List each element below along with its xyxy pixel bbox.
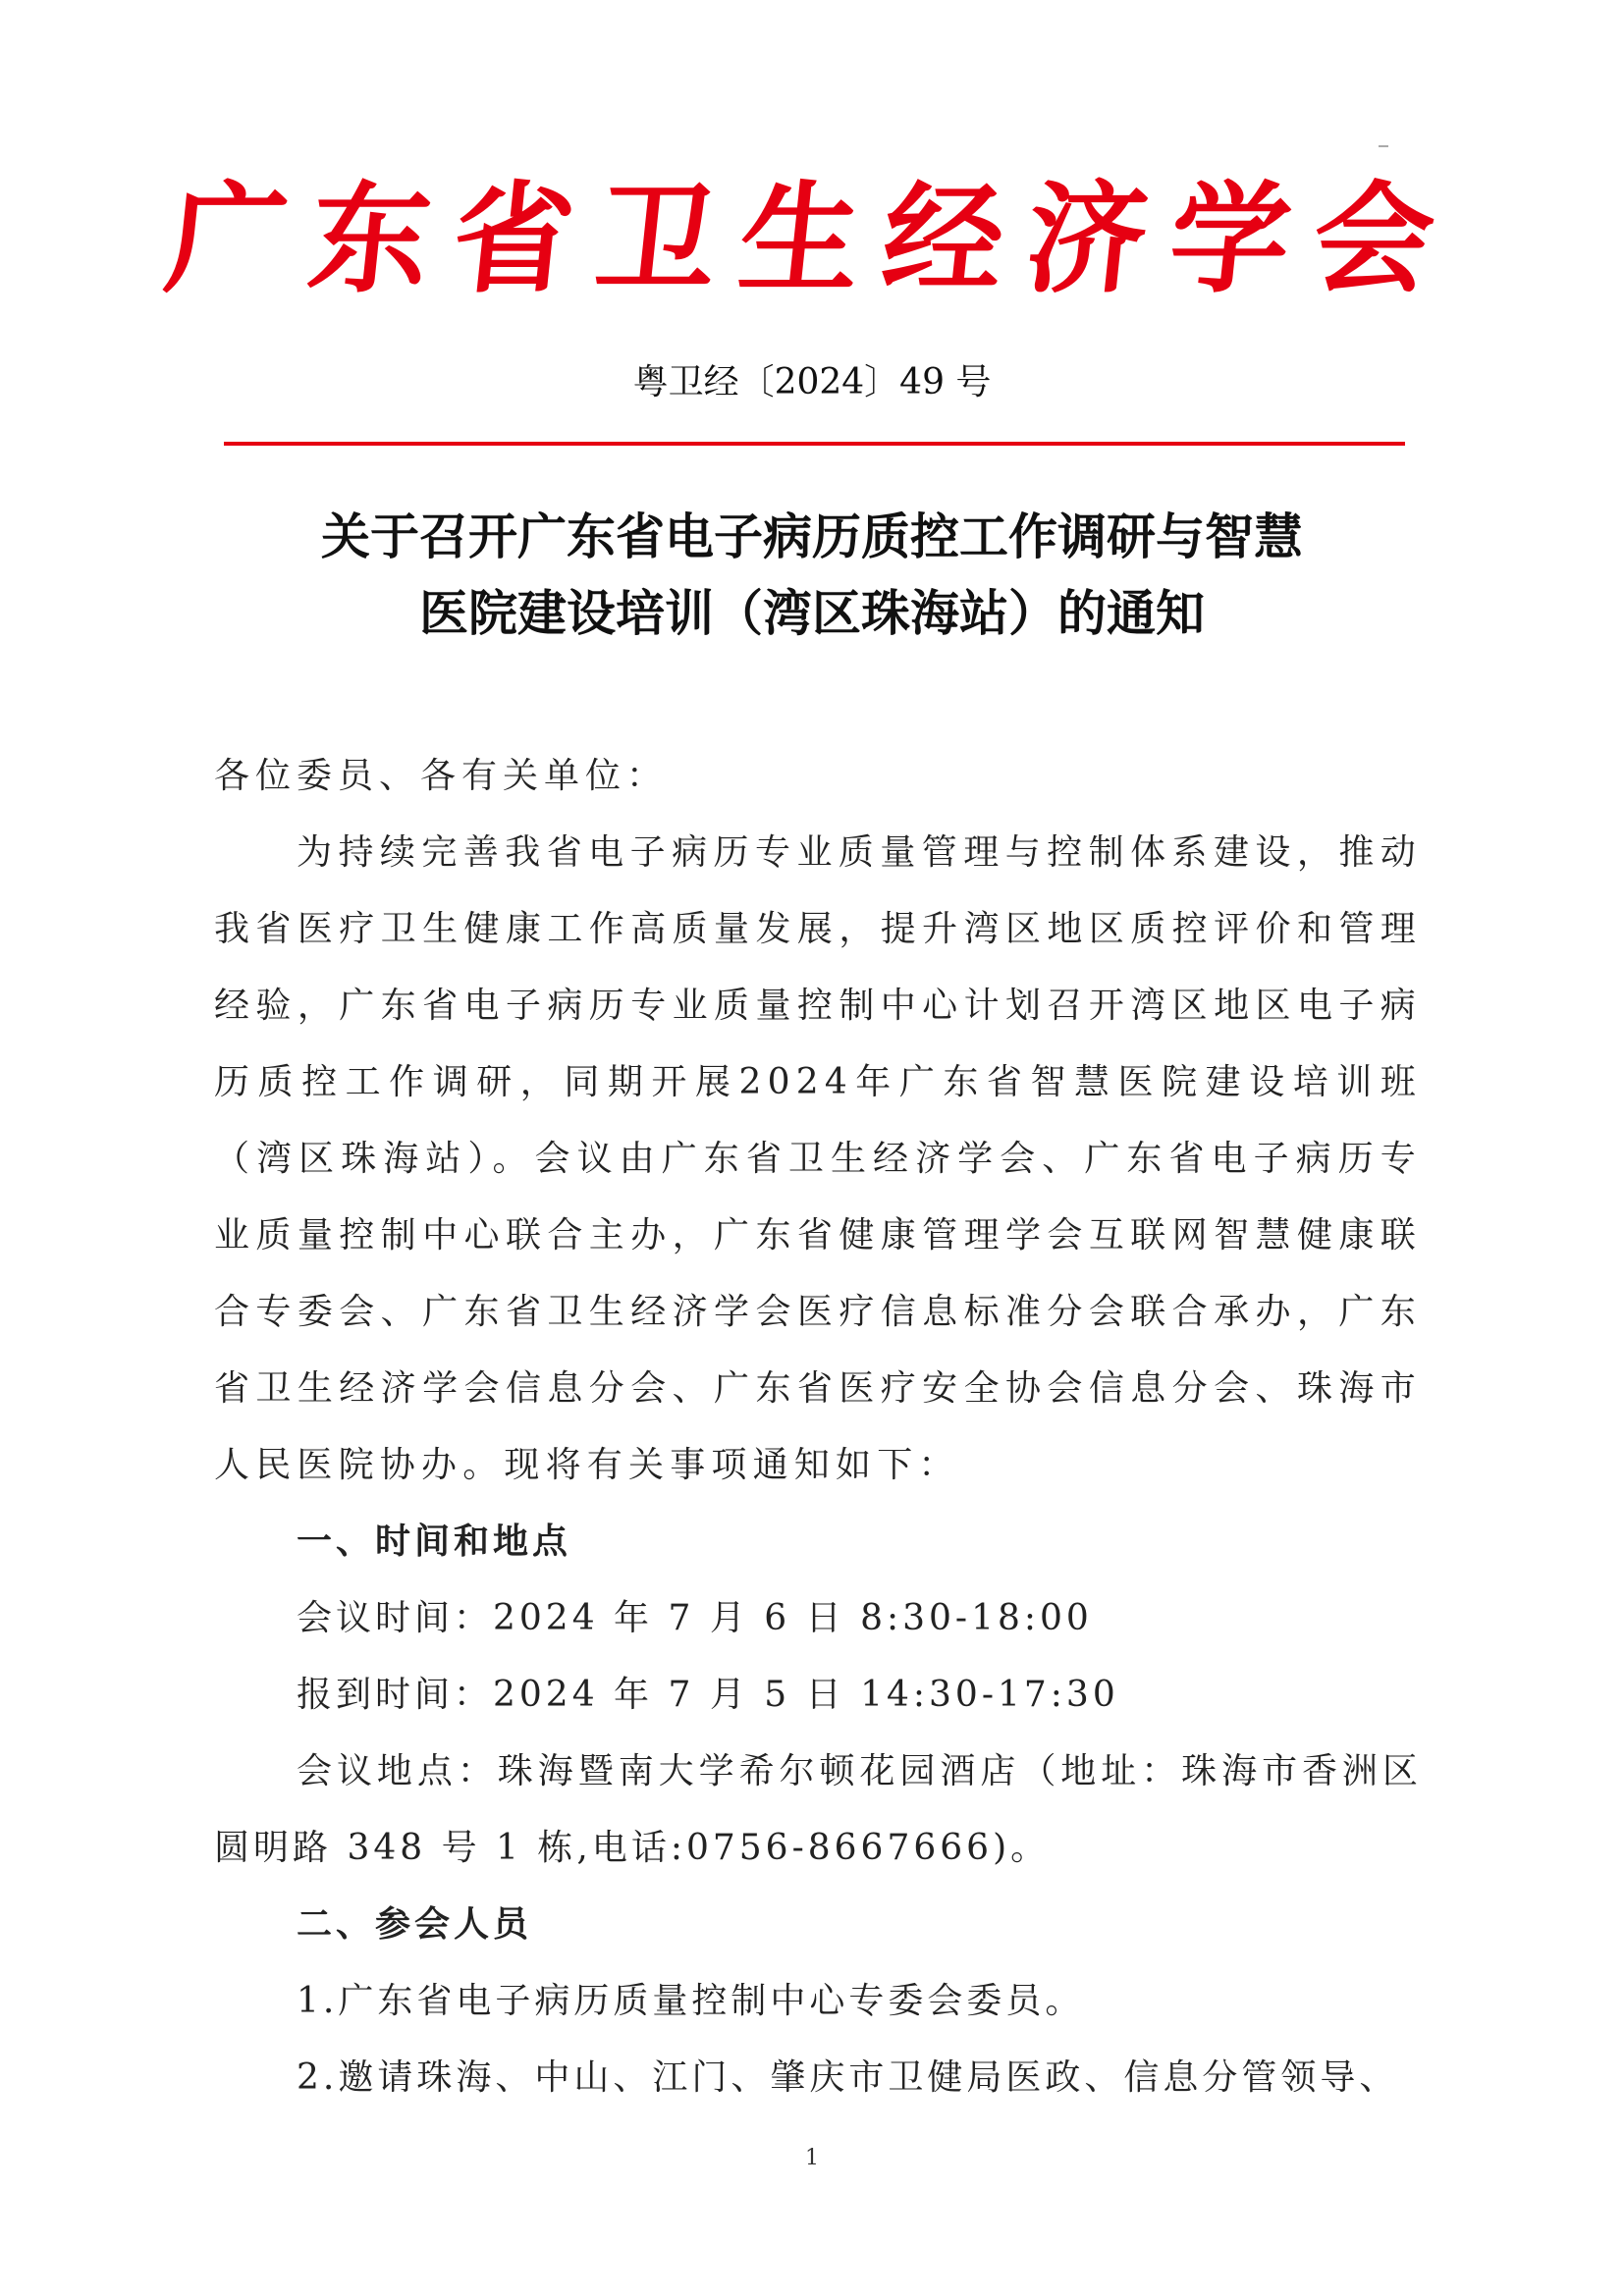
meeting-time: 会议时间：2024 年 7 月 6 日 8:30-18:00 [297, 1598, 1093, 1638]
page-number: 1 [805, 2146, 819, 2170]
title-line-1: 关于召开广东省电子病历质控工作调研与智慧 [321, 508, 1303, 565]
salutation: 各位委员、各有关单位： [214, 756, 669, 796]
corner-mark [1379, 145, 1388, 147]
section-heading-time-place: 一、时间和地点 [297, 1522, 572, 1562]
section-heading-attendees: 二、参会人员 [297, 1904, 533, 1945]
title-line-2: 医院建设培训（湾区珠海站）的通知 [419, 585, 1205, 642]
attendee-item-2: 2.邀请珠海、中山、江门、肇庆市卫健局医政、信息分管领导、 [297, 2057, 1399, 2098]
document-number: 粤卫经〔2024〕49 号 [632, 362, 992, 402]
organization-masthead: 广东省卫生经济学会 [159, 168, 1465, 309]
notice-body [214, 738, 1422, 2116]
meeting-venue: 会议地点：珠海暨南大学希尔顿花园酒店（地址：珠海市香洲区圆明路 348 号 1 栋,电话:0756-8667666)。 [214, 1751, 1422, 1868]
attendee-item-1: 1.广东省电子病历质量控制中心专委会委员。 [297, 1981, 1085, 2021]
intro-paragraph: 为持续完善我省电子病历专业质量管理与控制体系建设，推动我省医疗卫生健康工作高质量发展，提升湾区地区质控评价和管理经验，广东省电子病历专业质量控制中心计划召开湾区地区电子病历质控工作调研，同期开展2024年广东省智慧医院建设培训班（湾区珠海站）。会议由广东省卫生经济学会、广东省电子病历专业质量控制中心联合主办，广东省健康管理学会互联网智慧健康联合专委会、广东省卫生经济学会医疗信息标准分会联合承办，广东省卫生经济学会信息分会、广东省医疗安全协会信息分会、珠海市人民医院协办。现将有关事项通知如下： [214, 832, 1422, 1485]
notice-title [118, 499, 1506, 652]
checkin-time: 报到时间：2024 年 7 月 5 日 14:30-17:30 [297, 1675, 1119, 1715]
red-divider-line [224, 442, 1405, 446]
